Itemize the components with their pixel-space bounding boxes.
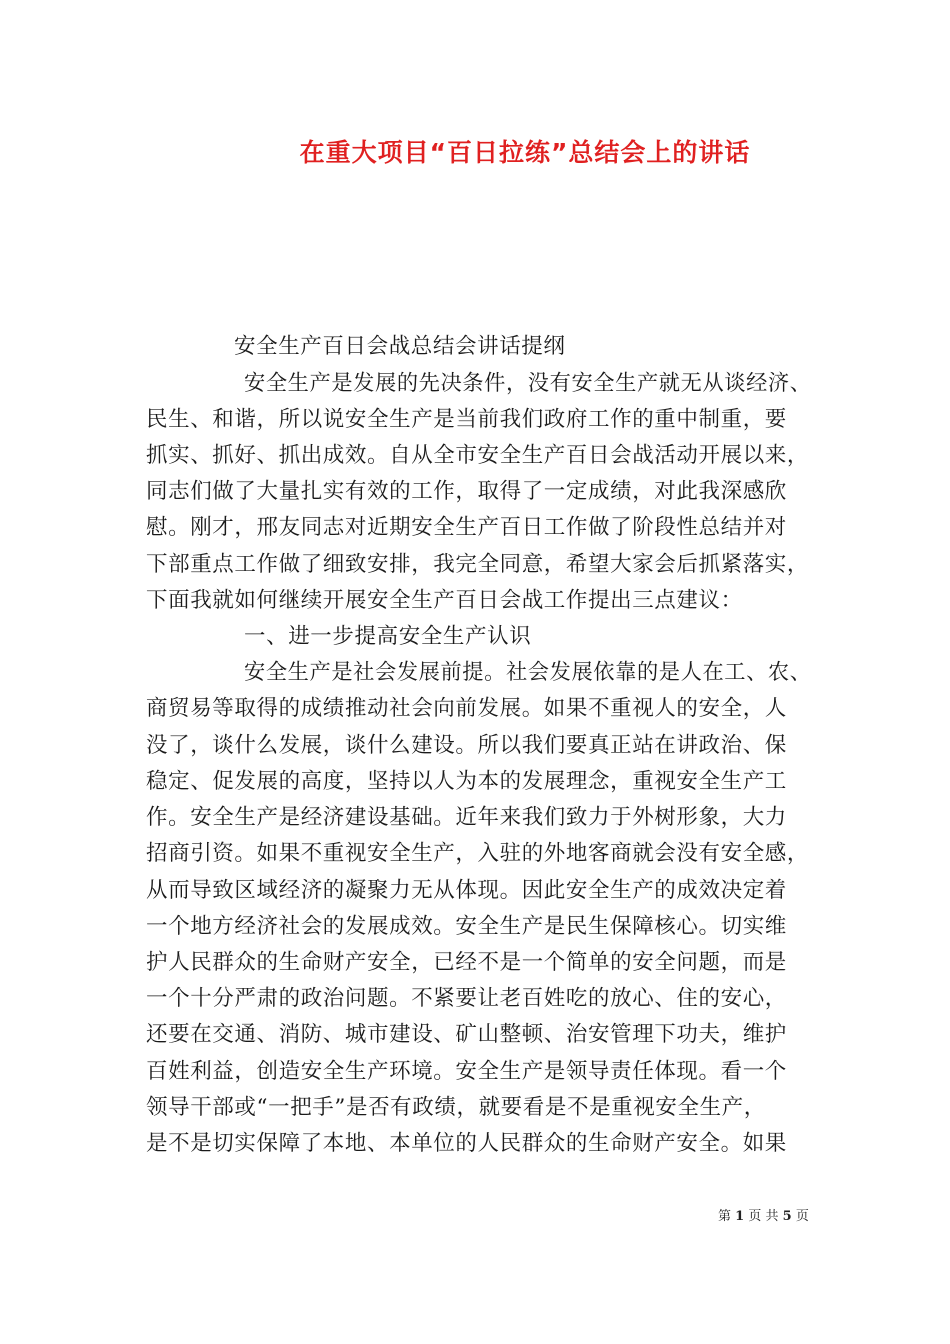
body-line: 稳定、促发展的高度，坚持以人为本的发展理念，重视安全生产工 <box>146 769 787 794</box>
page-number-footer <box>718 1205 809 1224</box>
body-line: 是不是切实保障了本地、本单位的人民群众的生命财产安全。如果 <box>146 1131 787 1156</box>
body-line: 领导干部或“一把手”是否有政绩，就要看是不是重视安全生产， <box>146 1095 766 1120</box>
body-line: 作。安全生产是经济建设基础。近年来我们致力于外树形象，大力 <box>146 805 787 830</box>
body-line: 商贸易等取得的成绩推动社会向前发展。如果不重视人的安全，人 <box>146 696 787 721</box>
body-line: 下面我就如何继续开展安全生产百日会战工作提出三点建议： <box>146 588 743 613</box>
outline-heading: 安全生产百日会战总结会讲话提纲 <box>234 334 566 359</box>
body-line: 民生、和谐，所以说安全生产是当前我们政府工作的重中制重，要 <box>146 407 787 432</box>
body-line: 没了，谈什么发展，谈什么建设。所以我们要真正站在讲政治、保 <box>146 733 787 758</box>
body-line: 护人民群众的生命财产安全，已经不是一个简单的安全问题，而是 <box>146 950 787 975</box>
document-title: 在重大项目“百日拉练”总结会上的讲话 <box>299 138 751 167</box>
body-line: 下部重点工作做了细致安排，我完全同意，希望大家会后抓紧落实， <box>146 552 810 577</box>
body-line: 一个地方经济社会的发展成效。安全生产是民生保障核心。切实维 <box>146 914 787 939</box>
section-heading: 一、进一步提高安全生产认识 <box>244 624 532 649</box>
body-line: 百姓利益，创造安全生产环境。安全生产是领导责任体现。看一个 <box>146 1059 787 1084</box>
body-line: 一个十分严肃的政治问题。不紧要让老百姓吃的放心、住的安心， <box>146 986 787 1011</box>
body-line: 慰。刚才，邢友同志对近期安全生产百日工作做了阶段性总结并对 <box>146 515 787 540</box>
footer-middle: 页 共 <box>748 1209 779 1224</box>
body-line: 从而导致区域经济的凝聚力无从体现。因此安全生产的成效决定着 <box>146 878 787 903</box>
footer-suffix: 页 <box>795 1209 809 1224</box>
body-line: 招商引资。如果不重视安全生产，入驻的外地客商就会没有安全感， <box>146 841 810 866</box>
footer-current-page: 1 <box>735 1209 745 1224</box>
footer-prefix: 第 <box>718 1209 732 1224</box>
body-line: 安全生产是社会发展前提。社会发展依靠的是人在工、农、 <box>244 660 812 685</box>
body-line: 同志们做了大量扎实有效的工作，取得了一定成绩，对此我深感欣 <box>146 479 787 504</box>
body-line: 安全生产是发展的先决条件，没有安全生产就无从谈经济、 <box>244 371 812 396</box>
body-line: 抓实、抓好、抓出成效。自从全市安全生产百日会战活动开展以来， <box>146 443 810 468</box>
body-line: 还要在交通、消防、城市建设、矿山整顿、治安管理下功夫，维护 <box>146 1022 787 1047</box>
footer-total-pages: 5 <box>782 1209 792 1224</box>
